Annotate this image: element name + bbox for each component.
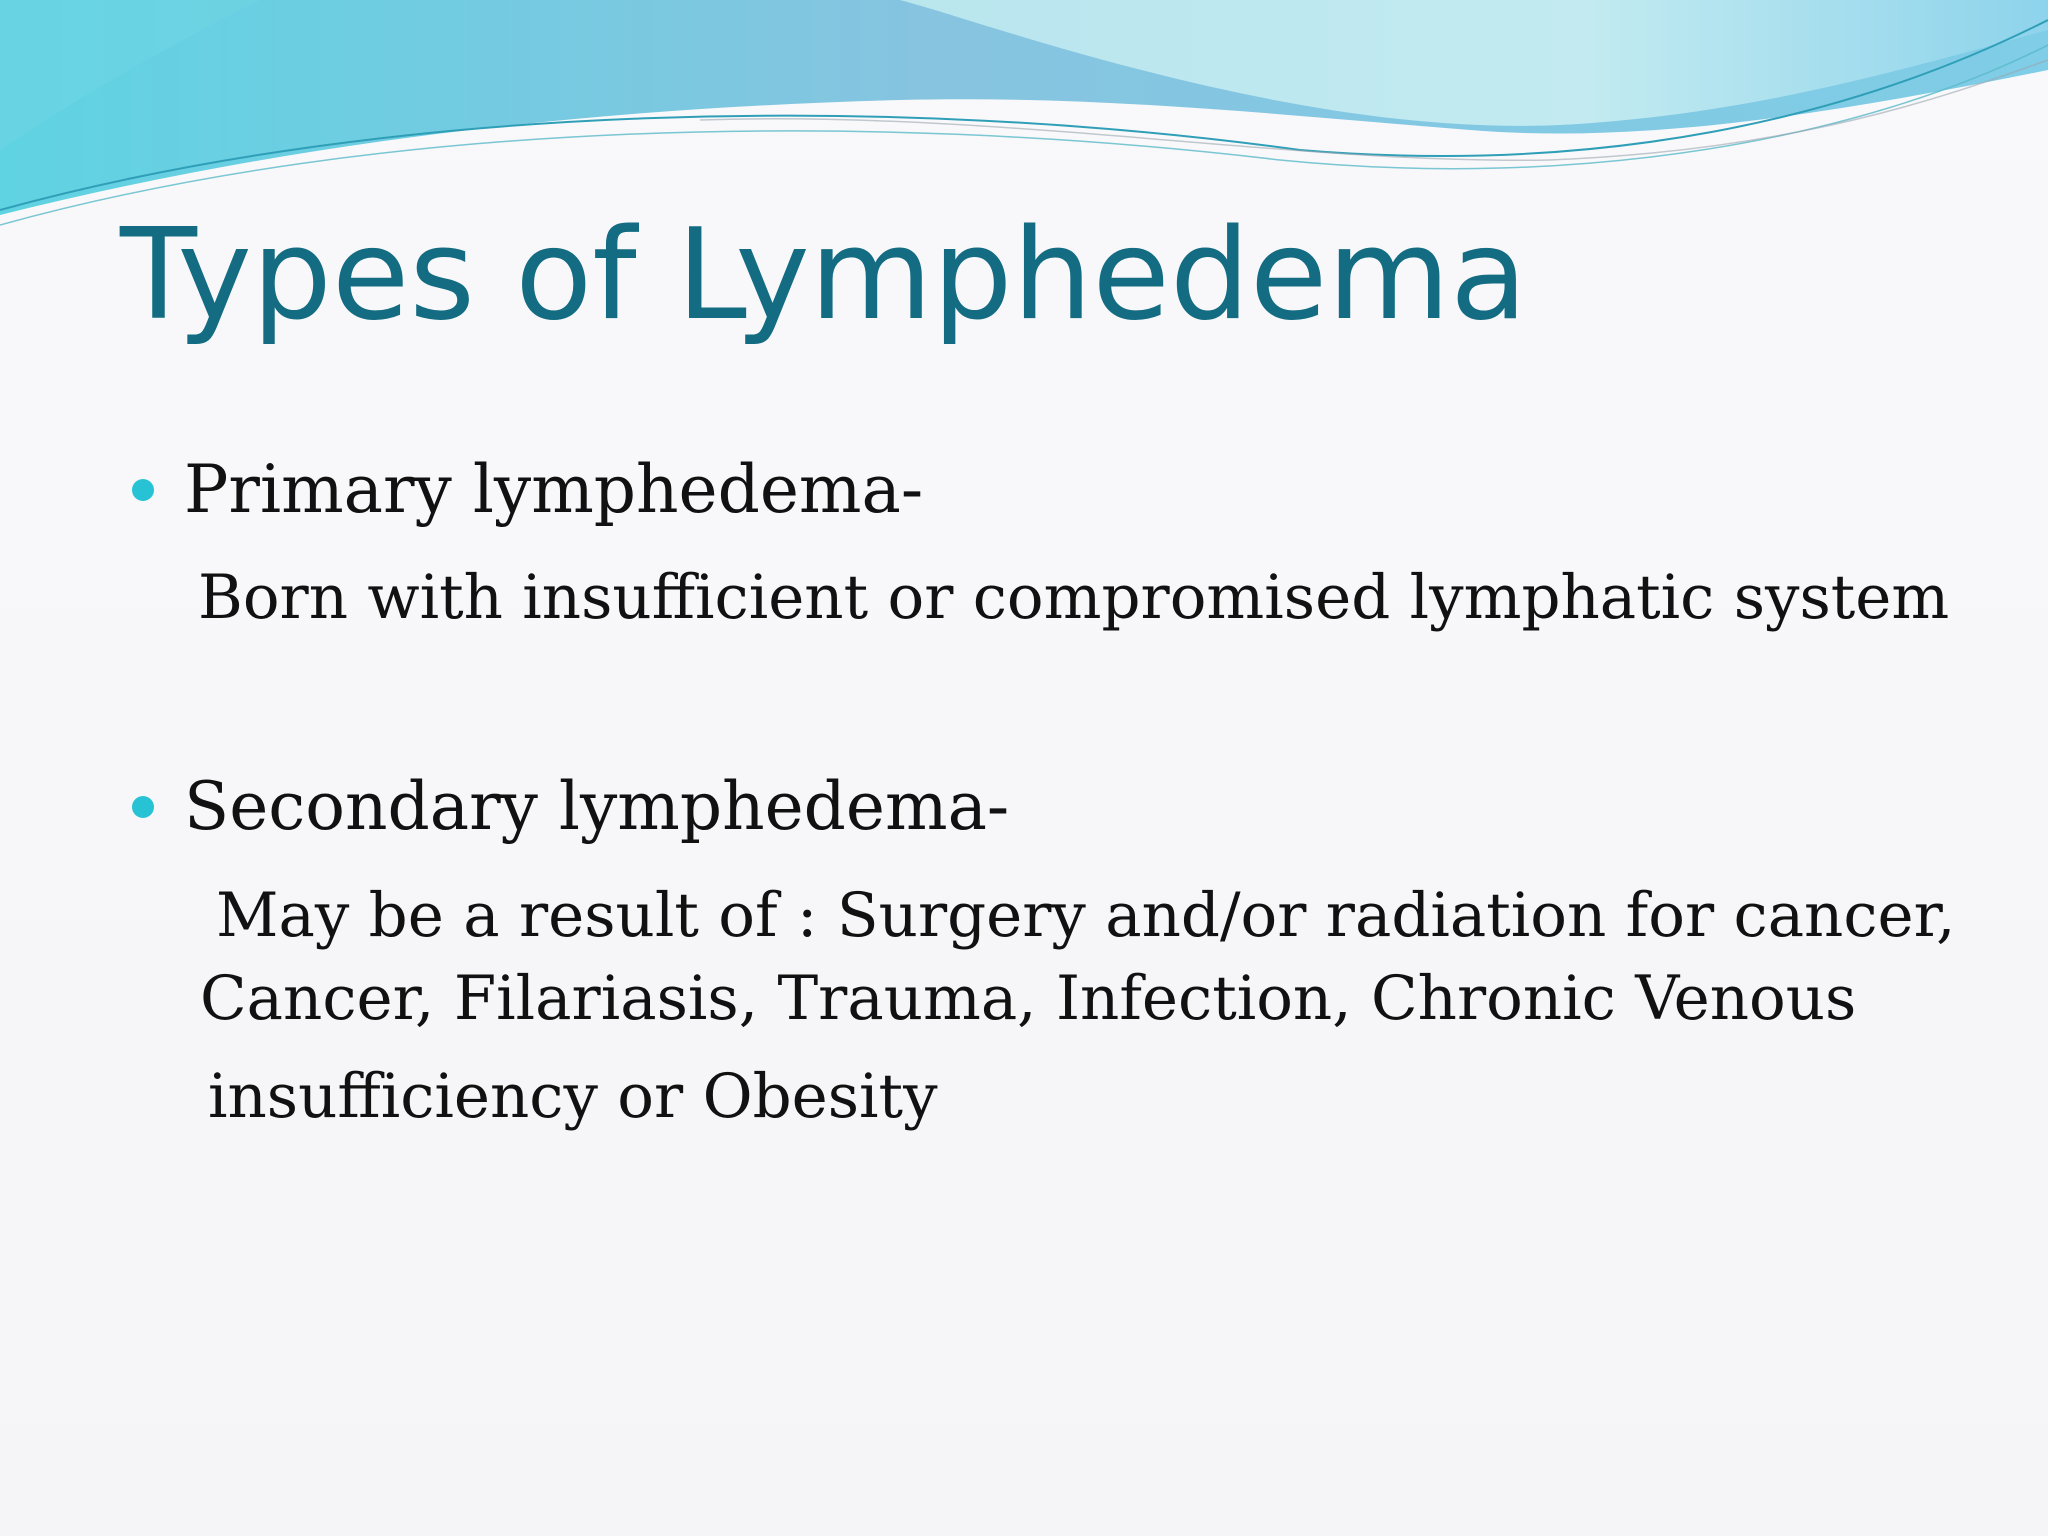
bullet-dot-icon (132, 479, 154, 501)
bullet-heading-secondary: Secondary lymphedema- (184, 768, 1010, 845)
bullet-detail-secondary-line-2: Cancer, Filariasis, Trauma, Infection, Chronic Venous (200, 963, 1857, 1034)
bullet-detail-primary: Born with insufficient or compromised lymphatic system (198, 562, 1950, 633)
bullet-detail-secondary-line-3: insufficiency or Obesity (208, 1061, 938, 1132)
bullet-detail-secondary-line-1: May be a result of : Surgery and/or radiation for cancer, (216, 880, 1956, 951)
bullet-heading-primary: Primary lymphedema- (184, 451, 924, 528)
bullet-dot-icon (132, 796, 154, 818)
slide-title: Types of Lymphedema (120, 201, 1528, 348)
